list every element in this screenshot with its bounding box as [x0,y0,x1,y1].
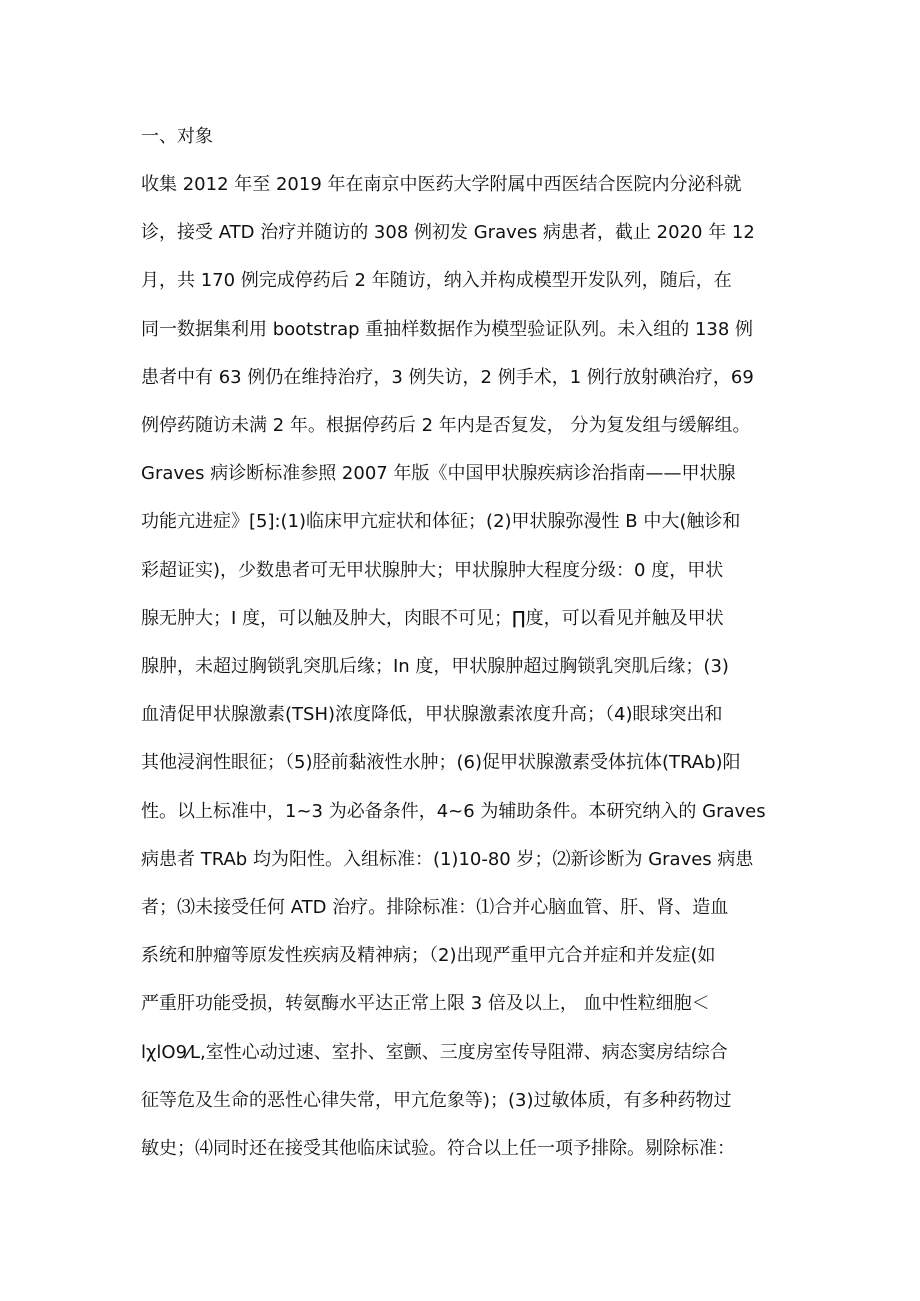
paragraph-line: 其他浸润性眼征；（5)胫前黏液性水肿；(6)促甲状腺激素受体抗体(TRAb)阳 [141,752,741,773]
paragraph-line: 例停药随访未满 2 年。根据停药后 2 年内是否复发， 分为复发组与缓解组。 [141,415,751,436]
paragraph-line: 同一数据集利用 bootstrap 重抽样数据作为模型验证队列。未入组的 138 例 [141,319,754,340]
paragraph-line: 征等危及生命的恶性心律失常，甲亢危象等)；(3)过敏体质，有多种药物过 [141,1090,732,1111]
paragraph-line: 严重肝功能受损，转氨酶水平达正常上限 3 倍及以上， 血中性粒细胞＜ [141,993,710,1014]
paragraph-line: 病患者 TRAb 均为阳性。入组标准：(1)10-80 岁；⑵新诊断为 Graves 病患 [141,849,754,870]
paragraph-line: 诊，接受 ATD 治疗并随访的 308 例初发 Graves 病患者，截止 2020 年 12 [141,222,755,243]
paragraph-line: 月，共 170 例完成停药后 2 年随访，纳入并构成模型开发队列，随后，在 [141,270,732,291]
paragraph-line: 腺肿，未超过胸锁乳突肌后缘；In 度，甲状腺肿超过胸锁乳突肌后缘；(3) [141,656,729,677]
paragraph-line: Graves 病诊断标准参照 2007 年版《中国甲状腺疾病诊治指南——甲状腺 [141,463,736,484]
paragraph-line: 性。以上标准中，1~3 为必备条件，4~6 为辅助条件。本研究纳入的 Graves [141,801,766,822]
paragraph-line: 患者中有 63 例仍在维持治疗，3 例失访，2 例手术，1 例行放射碘治疗，69 [141,367,754,388]
paragraph-line: lχlO9⁄L,室性心动过速、室扑、室颤、三度房室传导阻滞、病态窦房结综合 [141,1042,728,1063]
paragraph-line: 腺无肿大；I 度，可以触及肿大，肉眼不可见；∏度，可以看见并触及甲状 [141,608,724,629]
paragraph-line: 血清促甲状腺激素(TSH)浓度降低，甲状腺激素浓度升高；（4)眼球突出和 [141,704,723,725]
section-heading: 一、对象 [141,126,213,147]
paragraph-line: 功能亢进症》[5]:(1)临床甲亢症状和体征；(2)甲状腺弥漫性 B 中大(触诊和 [141,511,741,532]
paragraph-line: 收集 2012 年至 2019 年在南京中医药大学附属中西医结合医院内分泌科就 [141,174,742,195]
paragraph-line: 彩超证实)，少数患者可无甲状腺肿大；甲状腺肿大程度分级：0 度，甲状 [141,560,724,581]
paragraph-line: 系统和肿瘤等原发性疾病及精神病；（2)出现严重甲亢合并症和并发症(如 [141,945,716,966]
paragraph-line: 者；⑶未接受任何 ATD 治疗。排除标准：⑴合并心脑血管、肝、肾、造血 [141,897,729,918]
paragraph-line: 敏史；⑷同时还在接受其他临床试验。符合以上任一项予排除。剔除标准： [141,1138,735,1159]
